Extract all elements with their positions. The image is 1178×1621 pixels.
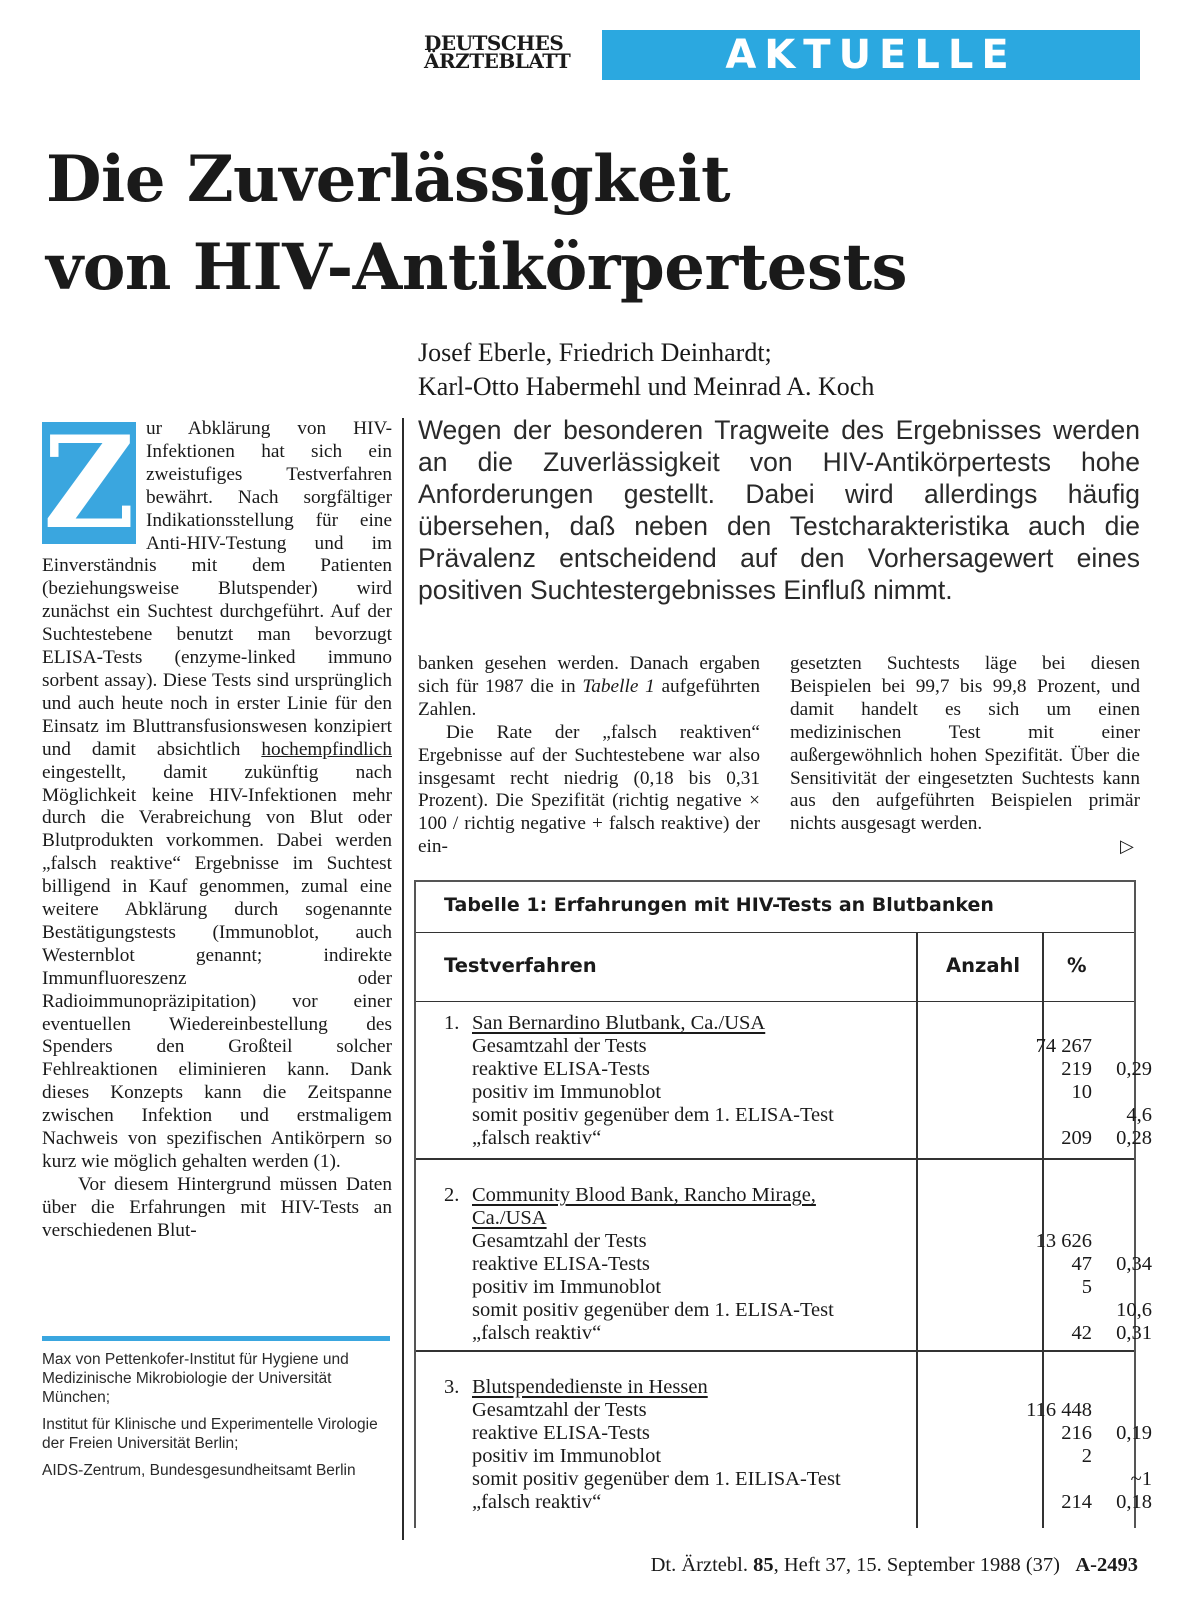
group-divider [416,1158,1134,1160]
paragraph-intro [42,409,392,1174]
header-count: Anzahl [946,954,1021,977]
row-percent: 0,31 [1116,1322,1152,1344]
table-row [472,1399,1112,1422]
paragraph-context: Vor diesem Hintergrund müssen Daten über die Erfahrungen mit HIV-Tests an verschiedenen Blut- [42,1173,392,1241]
row-count: 5 [1081,1276,1092,1298]
row-percent: 0,34 [1116,1253,1152,1275]
row-label: somit positiv gegenüber dem 1. ELISA-Test [472,1299,834,1321]
row-count: 47 [1071,1253,1092,1275]
row-count: 74 267 [1035,1035,1092,1057]
row-label: positiv im Immunoblot [472,1081,662,1103]
page-number: A-2493 [1075,1554,1138,1576]
text-run: banken gesehen werden. Danach ergaben sich für 1987 die in [418,653,760,697]
row-label: somit positiv gegenüber dem 1. ELISA-Test [472,1104,834,1126]
page-footer [578,1554,1138,1577]
authors-line1: Josef Eberle, Friedrich Deinhardt; [418,338,772,367]
footer-journal: Dt. Ärztebl. [650,1554,748,1576]
table-row [472,1276,1112,1299]
body-column-left [42,409,392,1243]
group-divider [416,1350,1134,1352]
table-row [472,1058,1152,1081]
table-row [472,1230,1112,1253]
title-line2: von HIV-Antikörpertests [46,230,908,305]
continue-arrow-icon: ▷ [1120,836,1134,857]
text-run: ur Abklärung von HIV-Infektionen hat sich ein zweistufiges Testverfahren bewährt. Nach sorgfältiger Indikationsstellung für eine Anti-HIV-Testung und im Einverständnis mit dem Patienten (beziehungsweise Blutspender) wird zunächst ein Suchtest durchgeführt. Auf der Suchtestebene benutzt man bevorzugt ELISA-Tests (enzyme-linked immuno sorbent assay). Diese Tests sind ursprünglich und auch heute noch in erster Linie für den Einsatz im Bluttransfusionswesen konzipiert und damit absichtlich [42,418,392,760]
table-row [472,1081,1112,1104]
affiliation-item: AIDS-Zentrum, Bundesgesundheitsamt Berlin [42,1462,356,1479]
row-count: 2 [1081,1445,1092,1467]
text-run: eingestellt, damit zukünftig nach Möglichkeit keine HIV-Infektionen mehr durch die Verabreichung von Blut oder Blutprodukten vorkommen. Dabei werden „falsch reaktive“ Ergebnisse im Suchtest billigend in Kauf genommen, zumal eine weitere Abklärung durch sogenannte Bestätigungstests (Immunoblot, auch Westernblot genannt; indirekte Immunfluoreszenz oder Radioimmunopräzipitation) vor einer eventuellen Wiedereinbestellung des Spenders den Großteil solcher Fehlreaktionen eliminieren kann. Dank dieses Konzepts kann die Zeitspanne zwischen Infektion und erstmaligem Nachweis von spezifischen Antikörpern so kurz wie möglich gehalten werden (1). [42,761,392,1172]
footer-volume: 85 [753,1554,774,1576]
paragraph-table-ref [418,653,760,722]
article-title [46,136,1136,312]
row-label: Gesamtzahl der Tests [472,1035,647,1057]
row-label: „falsch reaktiv“ [472,1322,602,1344]
group-number: 1. [444,1012,460,1034]
row-label: Gesamtzahl der Tests [472,1399,647,1421]
affiliation-item: Institut für Klinische und Experimentelle Virologie der Freien Universität Berlin; [42,1416,378,1452]
table-caption: Tabelle 1: Erfahrungen mit HIV-Tests an Blutbanken [444,894,994,916]
row-count: 216 [1061,1422,1092,1444]
row-percent: 4,6 [1126,1104,1152,1126]
table-row [472,1035,1112,1058]
row-label: reaktive ELISA-Tests [472,1422,650,1444]
affiliations [42,1350,392,1488]
row-percent: ~1 [1130,1468,1152,1490]
authors-line2: Karl-Otto Habermehl und Meinrad A. Koch [418,372,875,401]
paragraph-specificity: gesetzten Suchtests läge bei diesen Beispielen bei 99,7 bis 99,8 Prozent, und damit handelt es sich um einen medizinischen Test mit einer außergewöhnlich hohen Spezifität. Über die Sensitivität der eingesetzten Suchtests kann aus den aufgeführten Beispielen primär nichts ausgesagt werden. [790,653,1140,835]
paragraph-false-reactive: Die Rate der „falsch reaktiven“ Ergebnisse auf der Suchtestebene war also insgesamt recht niedrig (0,18 bis 0,31 Prozent). Die Spezifität (richtig negative × 100 / richtig negative + falsch reaktive) der ein- [418,721,760,858]
section-banner: AKTUELLE MEDIZIN [602,30,1140,80]
column-divider [402,418,404,1540]
row-count: 10 [1071,1081,1092,1103]
table-reference: Tabelle 1 [582,675,655,697]
row-percent: 0,28 [1116,1127,1152,1149]
row-label: positiv im Immunoblot [472,1276,662,1298]
row-percent: 10,6 [1116,1299,1152,1321]
table-row [472,1445,1112,1468]
table-row [472,1468,1152,1491]
masthead-line1: DEUTSCHES [424,31,564,55]
table-row [472,1422,1152,1445]
row-count: 13 626 [1035,1230,1092,1252]
title-line1: Die Zuverlässigkeit [46,142,731,217]
group-title: Community Blood Bank, Rancho Mirage, Ca./USA [472,1184,816,1229]
row-percent: 0,29 [1116,1058,1152,1080]
row-percent: 0,18 [1116,1491,1152,1513]
row-label: reaktive ELISA-Tests [472,1058,650,1080]
row-label: positiv im Immunoblot [472,1445,662,1467]
row-count: 42 [1071,1322,1092,1344]
body-column-middle [418,653,760,859]
header-percent: % [1067,954,1087,977]
row-percent: 0,19 [1116,1422,1152,1444]
affiliation-item: Max von Pettenkofer-Institut für Hygiene und Medizinische Mikrobiologie der Universität München; [42,1351,349,1406]
author-list [418,336,1148,404]
row-label: Gesamtzahl der Tests [472,1230,647,1252]
table-row [472,1322,1152,1345]
text-run: aufgeführten Zahlen. [418,675,760,720]
table-row [472,1253,1152,1276]
row-label: somit positiv gegenüber dem 1. EILISA-Test [472,1468,841,1490]
group-number: 2. [444,1184,460,1206]
row-count: 209 [1061,1127,1092,1149]
table-row [472,1104,1152,1127]
row-count: 214 [1061,1491,1092,1513]
journal-masthead [424,31,584,73]
group-title: Blutspendedienste in Hessen [472,1376,708,1398]
table-row [472,1127,1152,1150]
table-header [416,932,1134,1002]
results-table [414,880,1152,1528]
body-column-right [790,653,1140,836]
group-number: 3. [444,1376,460,1398]
header-method: Testverfahren [444,954,597,977]
drop-cap: Z [43,409,135,557]
row-count: 116 448 [1026,1399,1092,1421]
row-label: reaktive ELISA-Tests [472,1253,650,1275]
footer-issue: , Heft 37, 15. September 1988 (37) [773,1554,1060,1576]
table-row [472,1299,1152,1322]
lead-paragraph: Wegen der besonderen Tragweite des Ergebnisses werden an die Zuverlässigkeit von HIV-Antikörpertests hohe Anforderungen gestellt. Dabei wird allerdings häufig übersehen, daß neben den Testcharakteristika auch die Prävalenz entscheidend auf den Vorhersagewert eines positiven Suchtestergebnisses Einfluß nimmt. [418,415,1140,605]
affiliation-divider [42,1336,390,1341]
row-label: „falsch reaktiv“ [472,1491,602,1513]
group-title: San Bernardino Blutbank, Ca./USA [472,1012,766,1034]
table-row [472,1491,1152,1514]
row-label: „falsch reaktiv“ [472,1127,602,1149]
underlined-term: hochempfindlich [261,738,392,760]
row-count: 219 [1061,1058,1092,1080]
masthead-line2: ÄRZTEBLATT [424,49,571,73]
